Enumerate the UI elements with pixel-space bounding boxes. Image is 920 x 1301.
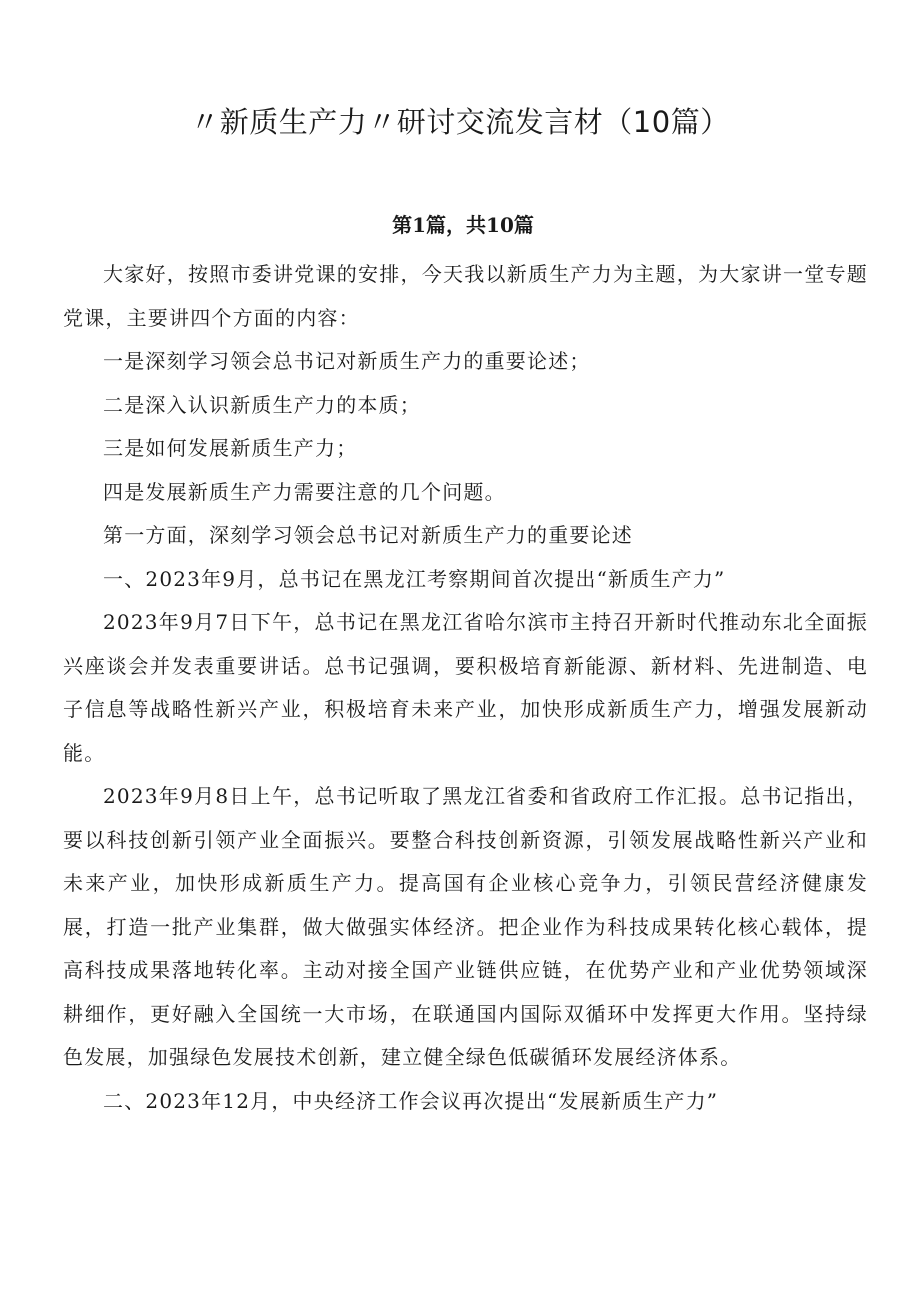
paragraph-intro: 大家好，按照市委讲党课的安排，今天我以新质生产力为主题，为大家讲一堂专题党课，主要讲四个方面的内容： xyxy=(63,262,868,330)
document-title: 〃新质生产力〃研讨交流发言材（10篇） xyxy=(190,105,730,139)
part-heading: 第1篇，共10篇 xyxy=(392,213,534,237)
subsection-heading-1: 一、2023年9月，总书记在黑龙江考察期间首次提出“新质生产力” xyxy=(103,566,726,591)
paragraph-point-4: 四是发展新质生产力需要注意的几个问题。 xyxy=(103,479,506,504)
document-body xyxy=(63,253,868,1123)
paragraph-sept-7: 2023年9月7日下午，总书记在黑龙江省哈尔滨市主持召开新时代推动东北全面振兴座谈会并发表重要讲话。总书记强调，要积极培育新能源、新材料、先进制造、电子信息等战略性新兴产业，积极培育未来产业，加快形成新质生产力，增强发展新动能。 xyxy=(63,610,868,765)
paragraph-point-1: 一是深刻学习领会总书记对新质生产力的重要论述； xyxy=(103,349,591,373)
paragraph-point-2: 二是深入认识新质生产力的本质； xyxy=(103,392,421,417)
subsection-heading-2: 二、2023年12月，中央经济工作会议再次提出“发展新质生产力” xyxy=(103,1088,719,1113)
paragraph-sept-8: 2023年9月8日上午，总书记听取了黑龙江省委和省政府工作汇报。总书记指出，要以科技创新引领产业全面振兴。要整合科技创新资源，引领发展战略性新兴产业和未来产业，加快形成新质生产力。提高国有企业核心竞争力，引领民营经济健康发展，打造一批产业集群，做大做强实体经济。把企业作为科技成果转化核心载体，提高科技成果落地转化率。主动对接全国产业链供应链，在优势产业和产业优势领域深耕细作，更好融入全国统一大市场，在联通国内国际双循环中发挥更大作用。坚持绿色发展，加强绿色发展技术创新，建立健全绿色低碳循环发展经济体系。 xyxy=(63,784,868,1069)
paragraph-point-3: 三是如何发展新质生产力； xyxy=(103,436,358,460)
section-heading-1: 第一方面，深刻学习领会总书记对新质生产力的重要论述 xyxy=(103,523,633,547)
